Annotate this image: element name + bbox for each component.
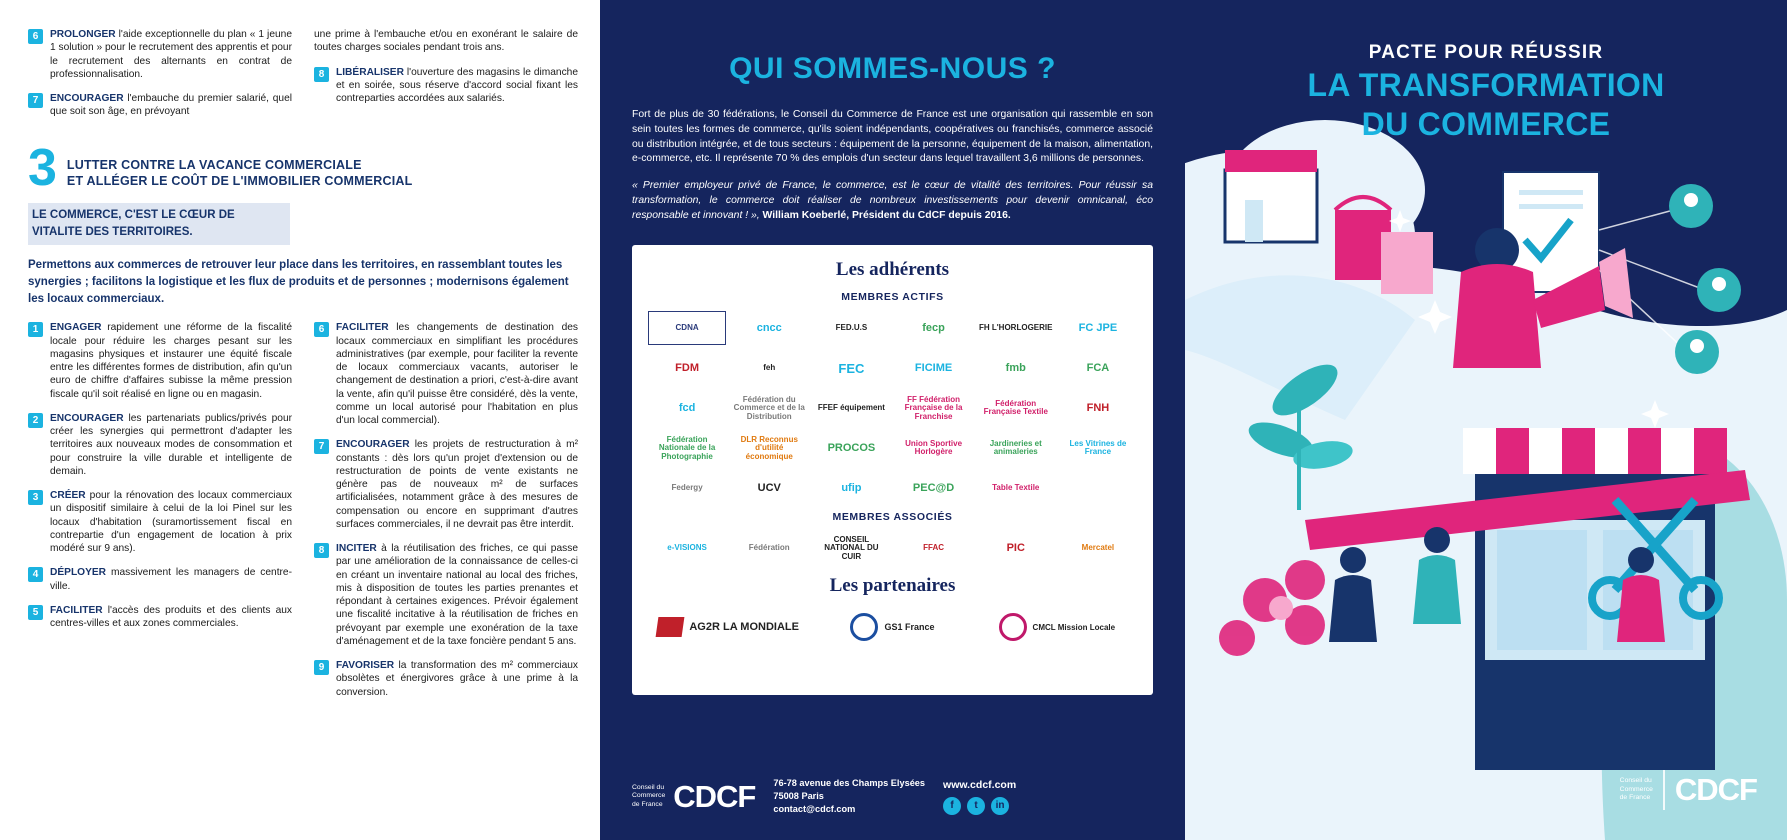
main-column-2 — [314, 321, 578, 710]
partner-label: GS1 France — [884, 622, 935, 633]
item-number: 2 — [28, 413, 43, 428]
list-item — [28, 28, 292, 81]
partner-logo — [657, 607, 799, 647]
item-keyword: FACILITER — [336, 322, 389, 334]
cover-brand-subtext — [1620, 777, 1653, 802]
item-number: 9 — [314, 660, 329, 675]
item-number: 6 — [314, 322, 329, 337]
top-columns — [28, 28, 578, 130]
cmcl-mark-icon — [999, 613, 1027, 641]
item-body: l'aide exceptionnelle du plan « 1 jeune 1 solution » pour le recrutement des apprentis et pour le recrutement des alternants en contrat de professionnalisation. — [50, 29, 292, 80]
member-logo: Table Textile — [992, 483, 1040, 493]
list-item — [28, 604, 292, 631]
associate-logo: Mercatel — [1081, 543, 1115, 553]
twitter-icon[interactable]: t — [967, 797, 985, 815]
section-highlight: LE COMMERCE, C'EST LE CŒUR DE VITALITE DES TERRITOIRES. — [28, 203, 290, 245]
item-text — [50, 412, 292, 478]
left-text-panel — [0, 0, 600, 840]
brand-line-2: Commerce — [1619, 785, 1653, 793]
member-logo — [1059, 471, 1137, 505]
item-text — [50, 604, 292, 631]
address-line-1: 76-78 avenue des Champs Elysées — [773, 778, 926, 789]
item-number: 7 — [314, 439, 329, 454]
item-number: 4 — [28, 567, 43, 582]
address-line-2: 75008 Paris — [773, 791, 824, 802]
member-logo: ufip — [841, 481, 862, 494]
item-body: une prime à l'embauche et/ou en exonérant le salaire de toutes charges sociales pendant trois ans. — [314, 29, 578, 54]
brand-line-3: de France — [632, 800, 663, 808]
item-number: 8 — [314, 67, 329, 82]
member-logo: PROCOS — [827, 441, 876, 454]
member-logo: CDNA — [648, 311, 726, 345]
list-item — [28, 489, 292, 555]
item-keyword: ENCOURAGER — [336, 439, 410, 451]
item-text — [336, 438, 578, 531]
list-item — [314, 542, 578, 648]
list-item — [28, 321, 292, 401]
members-heading: Les adhérents — [835, 259, 950, 281]
item-keyword: PROLONGER — [50, 29, 116, 40]
item-body: rapidement une réforme de la fiscalité locale pour réduire les charges pesant sur les magasins physiques et instaurer une équité fiscale entre les différentes formes de distribution, afin qu'un euro de chiffre d'affaires subisse la même pression fiscale qu'il soit réalisé en ligne ou en magasin. — [50, 322, 292, 400]
members-actifs-label: MEMBRES ACTIFS — [841, 291, 944, 304]
about-quote — [632, 179, 1153, 223]
member-logo: FDM — [675, 361, 699, 374]
associate-logo: FFAC — [923, 543, 945, 553]
member-logo: FH L'HORLOGERIE — [979, 323, 1053, 333]
item-keyword: ENCOURAGER — [50, 93, 124, 104]
member-logo: FICIME — [914, 361, 953, 374]
cdcf-logo-subtext — [632, 784, 665, 809]
item-text — [50, 321, 292, 401]
member-logo: FC JPE — [1078, 321, 1118, 334]
item-body: l'embauche du premier salarié, quel que soit son âge, en prévoyant — [50, 93, 292, 118]
member-logo: FEC — [838, 360, 865, 376]
member-logo: cncc — [756, 321, 782, 334]
list-item — [28, 566, 292, 593]
list-item — [314, 438, 578, 531]
top-column-2 — [314, 28, 578, 130]
member-logo: FCA — [1086, 361, 1110, 374]
item-number: 1 — [28, 322, 43, 337]
section-title-line2: ET ALLÉGER LE COÛT DE L'IMMOBILIER COMMERCIAL — [66, 173, 413, 188]
item-keyword: DÉPLOYER — [50, 567, 107, 579]
section-lead: Permettons aux commerces de retrouver leur place dans les territoires, en rassemblant toutes les synergies ; facilitons la logistique et les flux de produits et de personnes ; modernisons également les locaux commerciaux. — [28, 259, 569, 305]
quote-author: William Koeberlé, Président du CdCF depuis 2016. — [759, 209, 1011, 221]
item-body: les projets de restructuration à m² constants : dès lors qu'un projet d'extension ou de restructuration de points de vente existants ne génère pas de nouveaux m² de surfaces artificialisées, notamment grâce à des mesures de compensation ou encore en supprimant d'autres surfaces commerciales, il ne devrait pas être interdit. — [336, 439, 578, 530]
partner-logo — [850, 607, 934, 647]
section-heading — [28, 138, 578, 197]
partner-label: AG2R LA MONDIALE — [689, 621, 799, 634]
members-actifs-grid — [648, 311, 1137, 505]
member-logo: FF Fédération Française de la Franchise — [904, 394, 963, 421]
member-logo: fcd — [678, 401, 696, 414]
brand-line-1: Conseil du — [1619, 777, 1652, 785]
item-body: pour la rénovation des locaux commerciaux un dispositif similaire à celui de la loi Pinel sur les locaux d'habitation (suramortissement fiscal en contrepartie d'un engagement de location à prix modéré sur 9 ans). — [50, 490, 292, 555]
member-logo: Fédération Française Textile — [983, 398, 1048, 417]
members-associes-label: MEMBRES ASSOCIÉS — [832, 511, 953, 524]
item-keyword: INCITER — [336, 543, 377, 555]
gs1-mark-icon — [850, 613, 878, 641]
about-title: QUI SOMMES-NOUS ? — [729, 52, 1056, 85]
contact-address — [773, 777, 925, 816]
about-body: Fort de plus de 30 fédérations, le Conseil du Commerce de France est une organisation qui rassemble en son sein toutes les formes de commerce, qu'ils soient indépendants, coopératives ou franchisés, commerce associé ou distribution intégrée, et de tous secteurs : équipement de la personne, équipement de la maison, alimentation, e-commerce, etc. Il représente 70 % des emplois d'un secteur dans lequel travaillent 3,6 millions de personnes. — [632, 109, 1153, 165]
member-logo: PEC@D — [912, 481, 955, 494]
list-item-continuation — [314, 28, 578, 55]
top-column-1 — [28, 28, 292, 130]
brand-line-2: Commerce — [632, 792, 666, 800]
member-logo: Union Sportive Horlogère — [905, 438, 963, 457]
cdcf-wordmark: CDCF — [673, 778, 756, 814]
member-logo: DLR Reconnus d'utilité économique — [740, 434, 798, 461]
item-body: les changements de destination des locaux commerciaux en simplifiant les procédures administratives (par exemple, pour faciliter la revente de locaux commerciaux vacants, autoriser le changement de destination a priori, c'est-à-dire avant la vente, afin qu'il puisse être considéré, dès la vente, comme un local autorisé pour l'habitation en plus d'un local commercial). — [336, 322, 578, 427]
item-text — [50, 489, 292, 555]
main-column-1 — [28, 321, 292, 710]
list-item — [314, 66, 578, 106]
logo-divider — [1663, 770, 1665, 810]
associate-logo: CONSEIL NATIONAL DU CUIR — [824, 534, 879, 561]
cdcf-logo — [632, 779, 755, 815]
partners-grid — [648, 607, 1137, 647]
list-item — [28, 412, 292, 478]
cover-kicker: PACTE POUR RÉUSSIR — [1368, 42, 1604, 63]
member-logo: Jardineries et animaleries — [989, 438, 1042, 457]
section-title — [67, 157, 413, 190]
item-body: les partenariats publics/privés pour créer les synergies qui permettront d'adapter les territoires aux nouveaux modes de consommation et pour construire la ville durable et intelligente de demain. — [50, 412, 292, 477]
item-keyword: ENCOURAGER — [50, 412, 124, 424]
cover-title-block — [1185, 42, 1787, 141]
item-text — [50, 566, 292, 593]
partner-label: CMCL Mission Locale — [1032, 622, 1116, 632]
item-keyword: FACILITER — [50, 604, 103, 616]
member-logo: Federgy — [671, 483, 703, 493]
member-logo: fecp — [922, 321, 945, 334]
cover-cdcf-wordmark: CDCF — [1674, 772, 1757, 807]
member-logo: Les Vitrines de France — [1069, 438, 1127, 457]
cover-title-line2: DU COMMERCE — [1361, 105, 1611, 142]
cover-cdcf-logo — [1620, 770, 1757, 810]
item-text — [50, 92, 292, 119]
item-body: à la réutilisation des friches, ce qui passe par une amélioration de la connaissance de celles-ci en créant un inventaire national au local des friches, mis à disposition de toutes les parties prenantes et répondant à certaines exigences. Prévoir également une fiscalité incitative à la réutilisation de friches en prévoyant par exemple une exonération de la taxe d'aménagement et de la taxe foncière pendant 5 ans. — [336, 543, 578, 647]
item-number: 8 — [314, 543, 329, 558]
item-keyword: CRÉER — [50, 490, 86, 502]
item-keyword: LIBÉRALISER — [336, 66, 404, 78]
item-number: 7 — [28, 93, 43, 108]
item-number: 5 — [28, 605, 43, 620]
item-keyword: FAVORISER — [336, 660, 395, 672]
item-body: massivement les managers de centre-ville. — [50, 567, 292, 592]
item-text — [336, 321, 578, 427]
member-logo: Fédération Nationale de la Photographie — [658, 434, 716, 461]
member-logo: FFEF équipement — [817, 403, 885, 413]
item-number: 3 — [28, 490, 43, 505]
item-body: l'ouverture des magasins le dimanche et en soirée, sous réserve d'accord social fixant les contreparties accordées aux salariés. — [336, 66, 578, 104]
section-title-line1: LUTTER CONTRE LA VACANCE COMMERCIALE — [66, 157, 362, 172]
social-links — [943, 797, 1016, 815]
associate-logo: PIC — [1006, 541, 1025, 554]
cover-panel — [1185, 0, 1787, 840]
member-logo: FNH — [1086, 401, 1110, 414]
item-body: l'accès des produits et des clients aux centres-villes et aux zones commerciales. — [50, 604, 292, 630]
linkedin-icon[interactable]: in — [991, 797, 1009, 815]
item-text — [336, 542, 578, 648]
member-logo: fmb — [1005, 361, 1026, 374]
panel-footer — [632, 777, 1153, 816]
associate-logo: e-VISIONS — [667, 543, 707, 553]
brand-line-3: de France — [1619, 794, 1651, 802]
about-panel — [600, 0, 1185, 840]
website-link[interactable]: www.cdcf.com — [943, 778, 1017, 791]
contact-email[interactable]: contact@cdcf.com — [773, 804, 856, 815]
quote-text: « Premier employeur privé de France, le commerce, est le cœur de vitalité des territoires. Pour réussir sa transformation, le commerce doit réaliser de nombreux investissements pour devenir omnicanal, éco responsable et innovant ! », — [632, 180, 1153, 221]
item-text — [50, 28, 292, 81]
ag2r-mark-icon — [656, 617, 685, 637]
member-logo: FED.U.S — [835, 323, 868, 333]
item-number: 6 — [28, 29, 43, 44]
item-keyword: ENGAGER — [50, 322, 102, 334]
item-text — [336, 66, 578, 106]
main-columns — [28, 321, 578, 710]
associate-logo: Fédération — [748, 543, 790, 553]
member-logo: feh — [763, 363, 776, 373]
members-card — [632, 245, 1153, 695]
list-item — [28, 92, 292, 119]
partner-logo — [999, 607, 1116, 647]
web-block — [943, 779, 1016, 815]
members-associes-grid — [648, 531, 1137, 565]
item-text — [336, 659, 578, 699]
section-number: 3 — [28, 138, 57, 197]
member-logo: Fédération du Commerce et de la Distribution — [733, 394, 805, 421]
member-logo: UCV — [757, 481, 781, 494]
partners-heading: Les partenaires — [829, 575, 956, 597]
brand-line-1: Conseil du — [632, 783, 665, 791]
item-body: la transformation des m² commerciaux obsolètes et énergivores grâce à une prime à la conversion. — [336, 660, 578, 698]
facebook-icon[interactable]: f — [943, 797, 961, 815]
list-item — [314, 321, 578, 427]
list-item — [314, 659, 578, 699]
cover-title-line1: LA TRANSFORMATION — [1307, 67, 1665, 103]
